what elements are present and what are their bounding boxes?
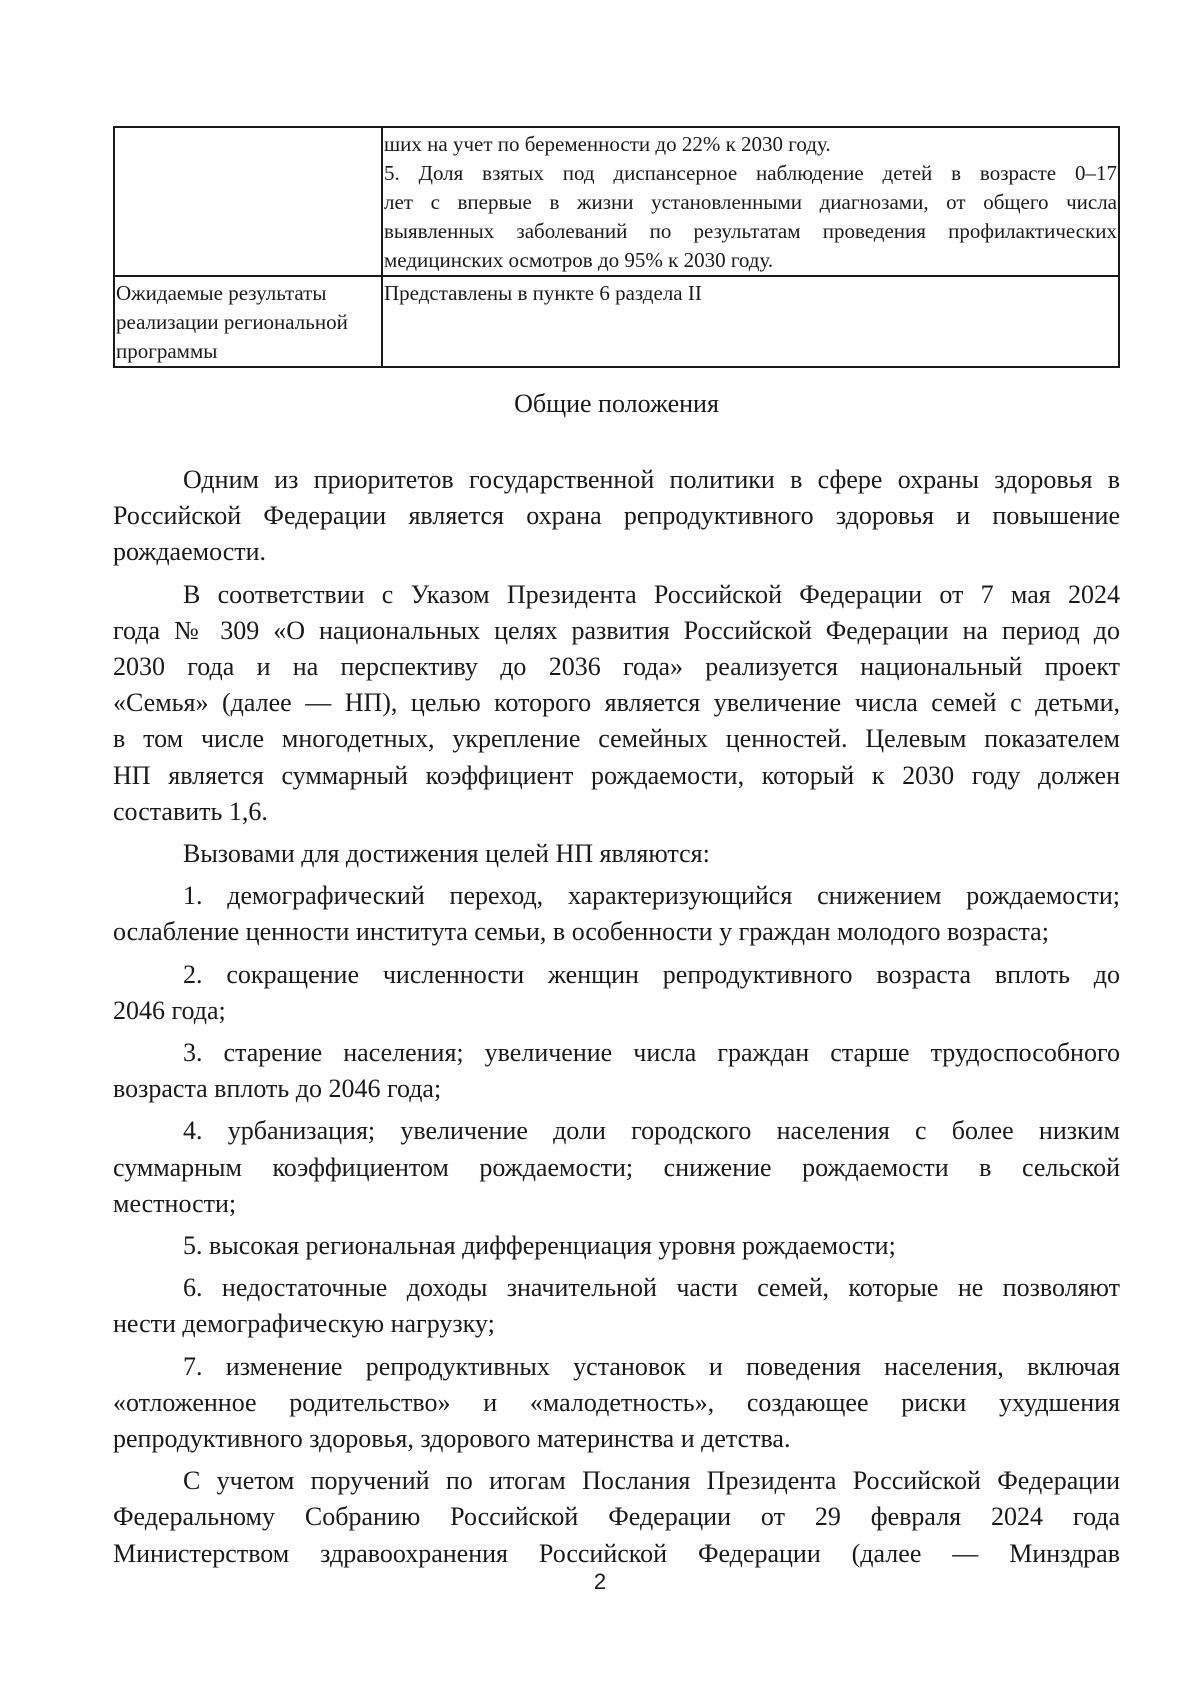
text-line: Вызовами для достижения целей НП являются: [183, 839, 710, 869]
text-line: Одним из приоритетов государственной политики в сфере охраны здоровья в [183, 465, 1120, 494]
table-cell-line: Ожидаемые результаты [116, 281, 327, 305]
table-row [114, 276, 1119, 367]
text-line: С учетом поручений по итогам Послания Президента Российской Федерации [183, 1466, 1120, 1496]
text-line: НП является суммарный коэффициент рождаемости, который к 2030 году должен [113, 760, 1120, 790]
text-line: Российской Федерации является охрана репродуктивного здоровья и повышение [113, 501, 1120, 531]
paragraph [113, 462, 1120, 571]
list-item [113, 1035, 1120, 1107]
text-line: в том числе многодетных, укрепление семейных ценностей. Целевым показателем [113, 724, 1120, 754]
list-item [113, 1113, 1120, 1222]
text-line: репродуктивного здоровья, здорового материнства и детства. [113, 1424, 791, 1454]
table-cell-line: 5. Доля взятых под диспансерное наблюдение детей в возрасте 0–17 [384, 161, 1117, 185]
list-item [113, 878, 1120, 950]
text-line: местности; [113, 1188, 237, 1218]
section-title: Общие положения [514, 389, 719, 418]
table-cell-results-label [114, 276, 382, 367]
text-line: «Семья» (далее — НП), целью которого является увеличение числа семей с детьми, [113, 688, 1120, 718]
text-line: 4. урбанизация; увеличение доли городского населения с более низким [183, 1116, 1120, 1146]
table-cell-results-value [382, 276, 1119, 367]
text-line: В соответствии с Указом Президента Российской Федерации от 7 мая 2024 [183, 579, 1120, 609]
text-line: 7. изменение репродуктивных установок и поведения населения, включая [183, 1351, 1120, 1381]
text-line: Министерством здравоохранения Российской Федерации (далее — Минздрав [113, 1538, 1120, 1568]
table-cell-line: лет с впервые в жизни установленными диагнозами, от общего числа [384, 190, 1117, 214]
list-item [113, 957, 1120, 1029]
text-line: составить 1,6. [113, 796, 268, 826]
table-cell-line: ших на учет по беременности до 22% к 2030 году. [384, 132, 831, 156]
text-line: 2030 года и на перспективу до 2036 года» реализуется национальный проект [113, 652, 1120, 682]
body-text [113, 462, 1120, 1578]
text-line: 2046 года; [113, 995, 226, 1025]
text-line: 2. сокращение численности женщин репродуктивного возраста вплоть до [183, 959, 1120, 989]
text-line: года № 309 «О национальных целях развития Российской Федерации на период до [113, 615, 1120, 645]
text-line: возраста вплоть до 2046 года; [113, 1074, 442, 1104]
table-cell-line: Представлены в пункте 6 раздела II [384, 281, 702, 305]
paragraph [113, 577, 1120, 830]
list-item [113, 1228, 1120, 1264]
list-item [113, 1349, 1120, 1458]
table-cell-left-empty [114, 127, 382, 276]
text-line: 5. высокая региональная дифференциация уровня рождаемости; [183, 1231, 896, 1261]
list-item [113, 1270, 1120, 1342]
text-line: 6. недостаточные доходы значительной части семей, которые не позволяют [183, 1273, 1120, 1303]
page-number: 2 [593, 1569, 607, 1594]
table-cell-line: реализации региональной [116, 310, 348, 334]
table-row [114, 127, 1119, 276]
text-line: 1. демографический переход, характеризующийся снижением рождаемости; [183, 881, 1120, 911]
text-line: «отложенное родительство» и «малодетность», создающее риски ухудшения [113, 1387, 1120, 1417]
paragraph [113, 836, 1120, 872]
text-line: нести демографическую нагрузку; [113, 1309, 495, 1339]
text-line: рождаемости. [113, 537, 267, 567]
text-line: 3. старение населения; увеличение числа граждан старше трудоспособного [183, 1038, 1120, 1068]
table-cell-line: выявленных заболеваний по результатам проведения профилактических [384, 219, 1117, 243]
program-passport-table [113, 126, 1120, 368]
paragraph [113, 1463, 1120, 1572]
text-line: суммарным коэффициентом рождаемости; снижение рождаемости в сельской [113, 1152, 1120, 1182]
table-cell-indicators [382, 127, 1119, 276]
table-cell-line: программы [116, 339, 218, 363]
table-cell-line: медицинских осмотров до 95% к 2030 году. [384, 248, 774, 272]
text-line: Федеральному Собранию Российской Федерации от 29 февраля 2024 года [113, 1502, 1120, 1532]
text-line: ослабление ценности института семьи, в особенности у граждан молодого возраста; [113, 917, 1049, 947]
